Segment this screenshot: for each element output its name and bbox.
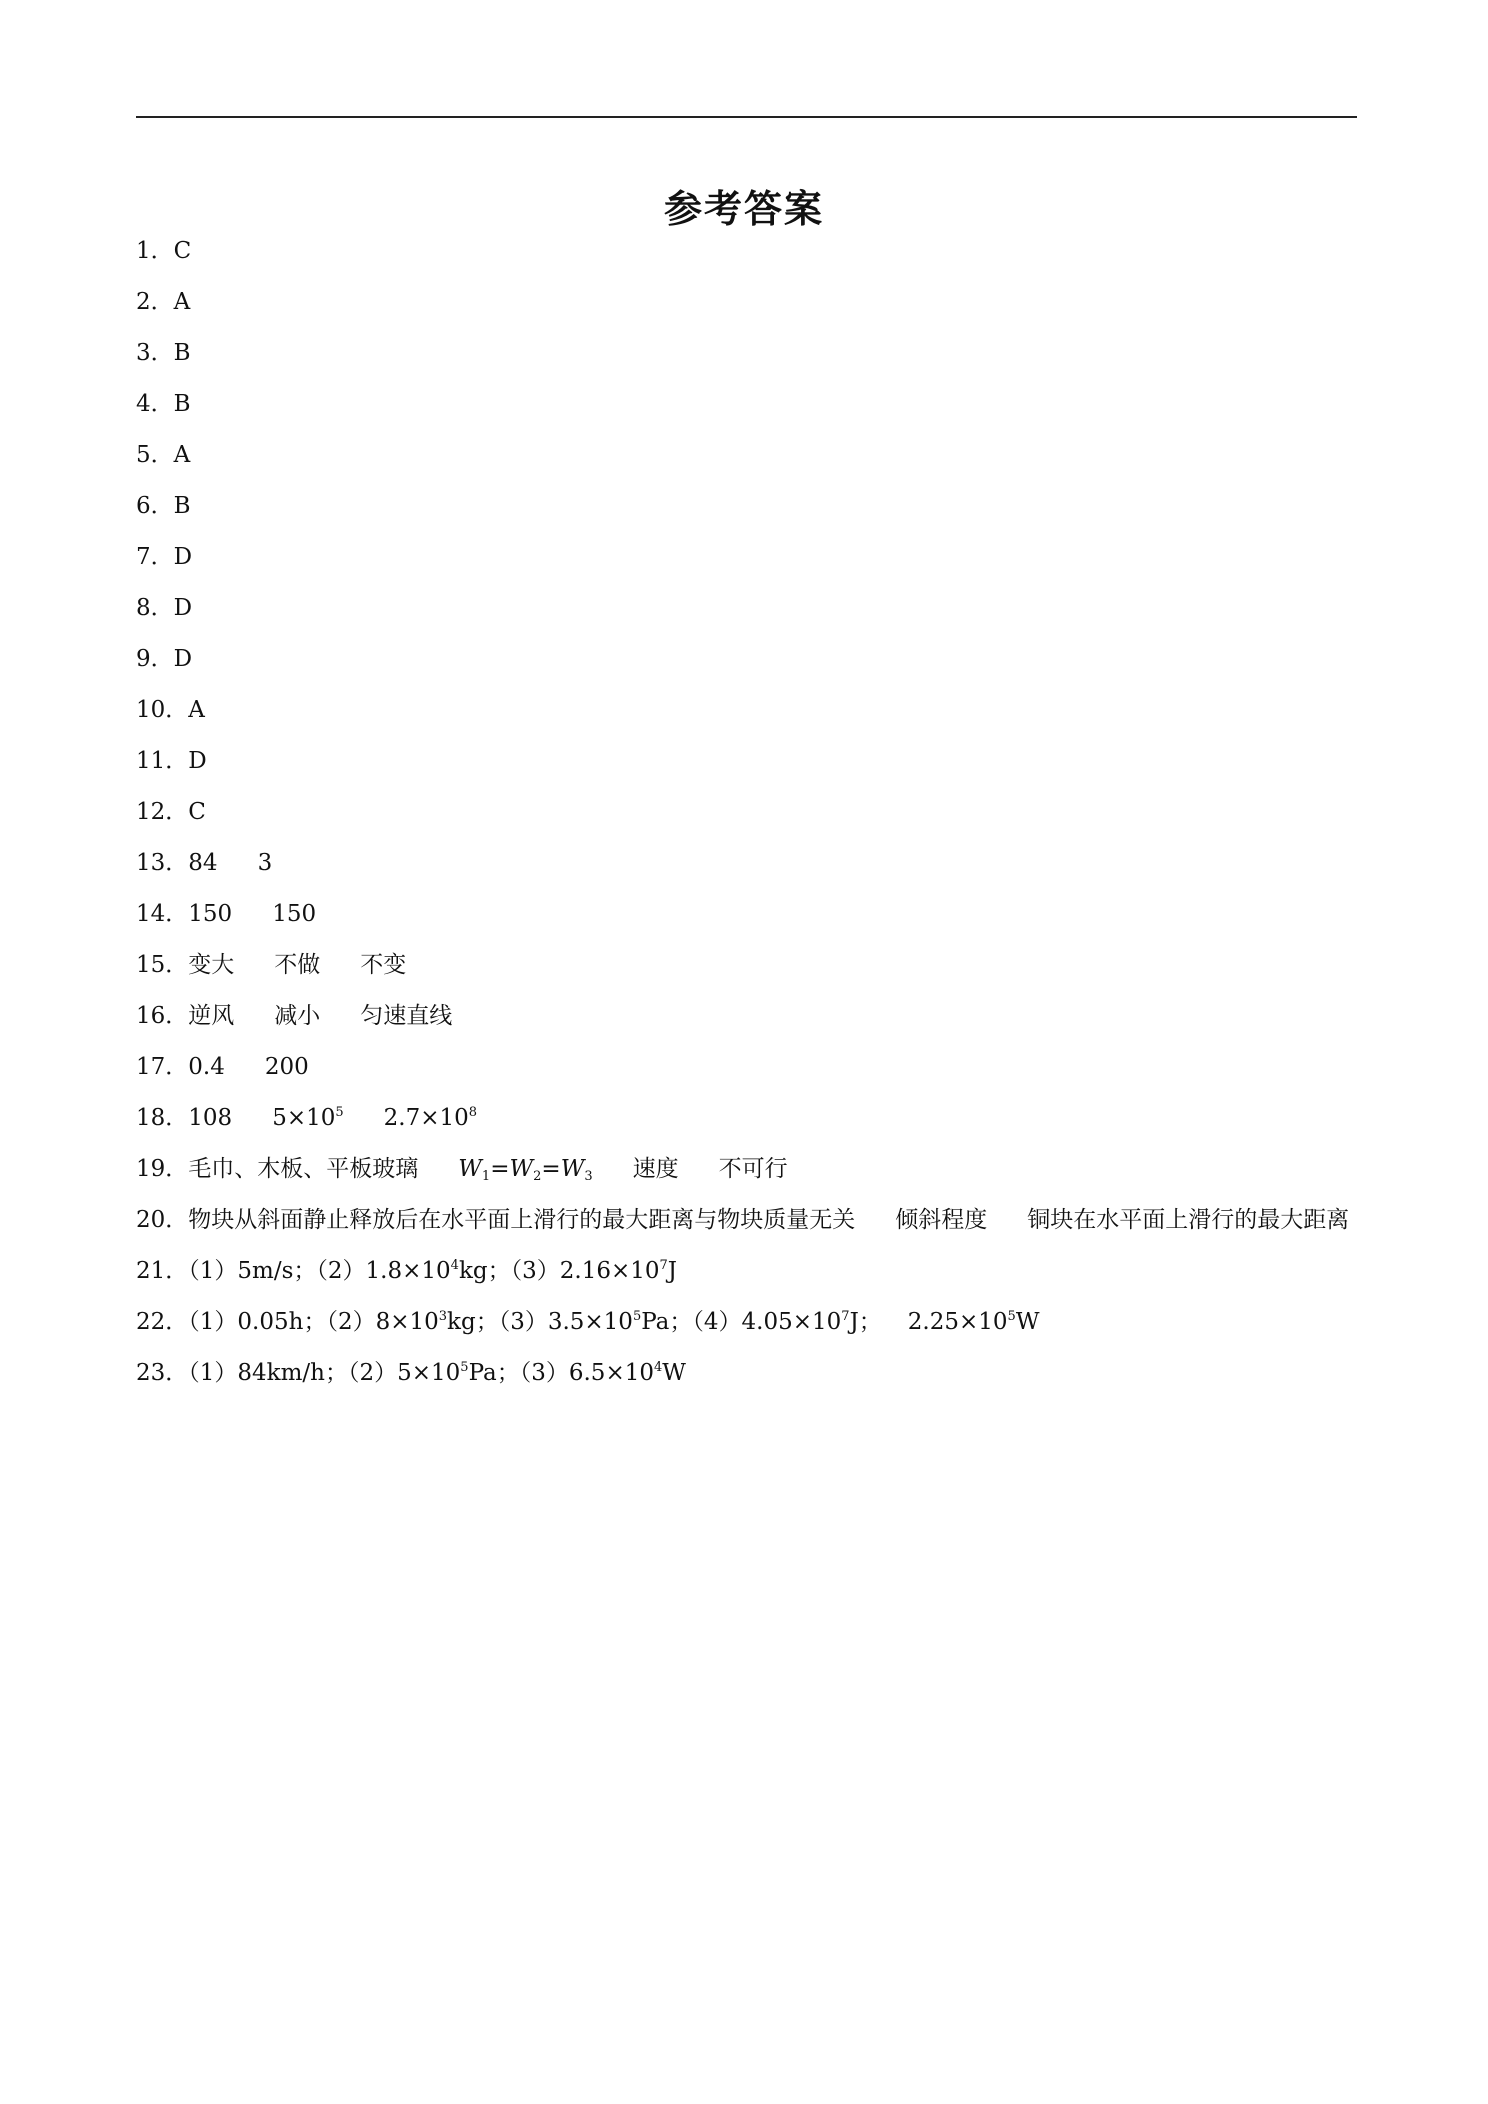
answer-part: J； (849, 1309, 882, 1335)
answer-21 (136, 1246, 1357, 1297)
answer-part: 200 (264, 1054, 309, 1080)
answer-part: 倾斜程度 (895, 1207, 988, 1233)
answer-part: 速度 (632, 1156, 679, 1182)
exponent: 3 (438, 1309, 448, 1324)
answer-part: D (173, 544, 193, 570)
simple-answers (136, 226, 1357, 1093)
answer-part: Pa；（4）4.05×10 (641, 1309, 842, 1335)
equals-sign: = (490, 1156, 510, 1182)
answer-number: 8． (136, 595, 174, 621)
answer-23 (136, 1348, 1357, 1399)
answer-part: 0.4 (188, 1054, 225, 1080)
answer-list (136, 226, 1357, 1399)
answer-part: D (188, 748, 207, 774)
answer-part: C (173, 238, 192, 264)
answer-part: （1）0.05h；（2）8×10 (188, 1309, 439, 1335)
answer-number: 10． (136, 697, 189, 723)
answer-number: 9． (136, 646, 174, 672)
answer-part: （1）84km/h；（2）5×10 (188, 1360, 461, 1386)
answer-14 (136, 889, 1357, 940)
page-title: 参考答案 (663, 187, 824, 231)
exponent: 5 (1007, 1309, 1016, 1324)
answer-part: 150 (272, 901, 317, 927)
answer-number: 20． (136, 1207, 189, 1233)
equals-sign: = (541, 1156, 561, 1182)
variable-w: W (458, 1156, 482, 1182)
answer-1 (136, 226, 1357, 277)
answer-part: 减小 (274, 1003, 321, 1029)
answer-part: kg；（3）3.5×10 (447, 1309, 633, 1335)
answer-number: 22． (136, 1309, 189, 1335)
variable-w: W (509, 1156, 534, 1182)
exponent: 7 (659, 1258, 668, 1273)
answer-number: 15． (136, 952, 189, 978)
answer-number: 6． (136, 493, 174, 519)
answer-part: A (173, 442, 191, 468)
answer-part: 逆风 (188, 1003, 235, 1029)
answer-number: 14． (136, 901, 189, 927)
answer-part: 不做 (274, 952, 321, 978)
answer-number: 11． (136, 748, 189, 774)
answer-part: W (662, 1360, 686, 1386)
answer-6 (136, 481, 1357, 532)
answer-15 (136, 940, 1357, 991)
subscript: 1 (481, 1169, 491, 1184)
answer-number: 18． (136, 1105, 189, 1131)
answer-number: 4． (136, 391, 174, 417)
answer-number: 3． (136, 340, 174, 366)
answer-part: 匀速直线 (360, 1003, 453, 1029)
answer-number: 23． (136, 1360, 189, 1386)
answer-number: 1． (136, 238, 174, 264)
subscript: 2 (533, 1169, 542, 1184)
answer-number: 5． (136, 442, 174, 468)
answer-16 (136, 991, 1357, 1042)
exponent: 5 (460, 1360, 469, 1375)
answer-part: 不变 (360, 952, 407, 978)
answer-3 (136, 328, 1357, 379)
exponent: 4 (653, 1360, 663, 1375)
exponent: 5 (632, 1309, 642, 1324)
header-rule (136, 116, 1357, 118)
answer-part: 变大 (188, 952, 235, 978)
answer-part: 3 (257, 850, 273, 876)
answer-number: 16． (136, 1003, 189, 1029)
answer-part: 2.25×10 (907, 1309, 1008, 1335)
answer-7 (136, 532, 1357, 583)
answer-5 (136, 430, 1357, 481)
answer-13 (136, 838, 1357, 889)
answer-number: 19． (136, 1156, 189, 1182)
exponent: 8 (468, 1105, 478, 1120)
answer-part: A (188, 697, 205, 723)
answer-17 (136, 1042, 1357, 1093)
answer-12 (136, 787, 1357, 838)
answer-19 (136, 1144, 1357, 1195)
answer-4 (136, 379, 1357, 430)
answer-part: 毛巾、木板、平板玻璃 (188, 1156, 419, 1182)
answer-number: 21． (136, 1258, 189, 1284)
variable-w: W (560, 1156, 585, 1182)
answer-number: 17． (136, 1054, 189, 1080)
answer-number: 2． (136, 289, 174, 315)
answer-number: 7． (136, 544, 174, 570)
answer-part: 铜块在水平面上滑行的最大距离 (1027, 1207, 1350, 1233)
answer-8 (136, 583, 1357, 634)
answer-22 (136, 1297, 1357, 1348)
subscript: 3 (584, 1169, 593, 1184)
answer-part: 150 (188, 901, 233, 927)
answer-part: D (173, 595, 193, 621)
answer-part: 5×10 (272, 1105, 336, 1131)
answer-part: B (173, 391, 191, 417)
answer-part: 108 (188, 1105, 233, 1131)
answer-part: Pa；（3）6.5×10 (468, 1360, 654, 1386)
answer-20 (136, 1195, 1357, 1246)
answer-10 (136, 685, 1357, 736)
answer-18 (136, 1093, 1357, 1144)
answer-part: kg；（3）2.16×10 (458, 1258, 660, 1284)
answer-9 (136, 634, 1357, 685)
answer-2 (136, 277, 1357, 328)
answer-number: 12． (136, 799, 189, 825)
exponent: 7 (841, 1309, 850, 1324)
answer-part: A (173, 289, 191, 315)
answer-part: B (173, 493, 191, 519)
answer-part: 2.7×10 (383, 1105, 469, 1131)
answer-part: D (173, 646, 193, 672)
answer-part: 84 (188, 850, 218, 876)
answer-part: W (1015, 1309, 1040, 1335)
answer-part: J (667, 1258, 678, 1284)
answer-part: 物块从斜面静止释放后在水平面上滑行的最大距离与物块质量无关 (188, 1207, 856, 1233)
exponent: 4 (450, 1258, 459, 1273)
answer-11 (136, 736, 1357, 787)
exponent: 5 (335, 1105, 344, 1120)
answer-part: B (173, 340, 191, 366)
answer-part: 不可行 (718, 1156, 788, 1182)
answer-number: 13． (136, 850, 189, 876)
answer-part: （1）5m/s；（2）1.8×10 (188, 1258, 451, 1284)
answer-part: C (188, 799, 206, 825)
